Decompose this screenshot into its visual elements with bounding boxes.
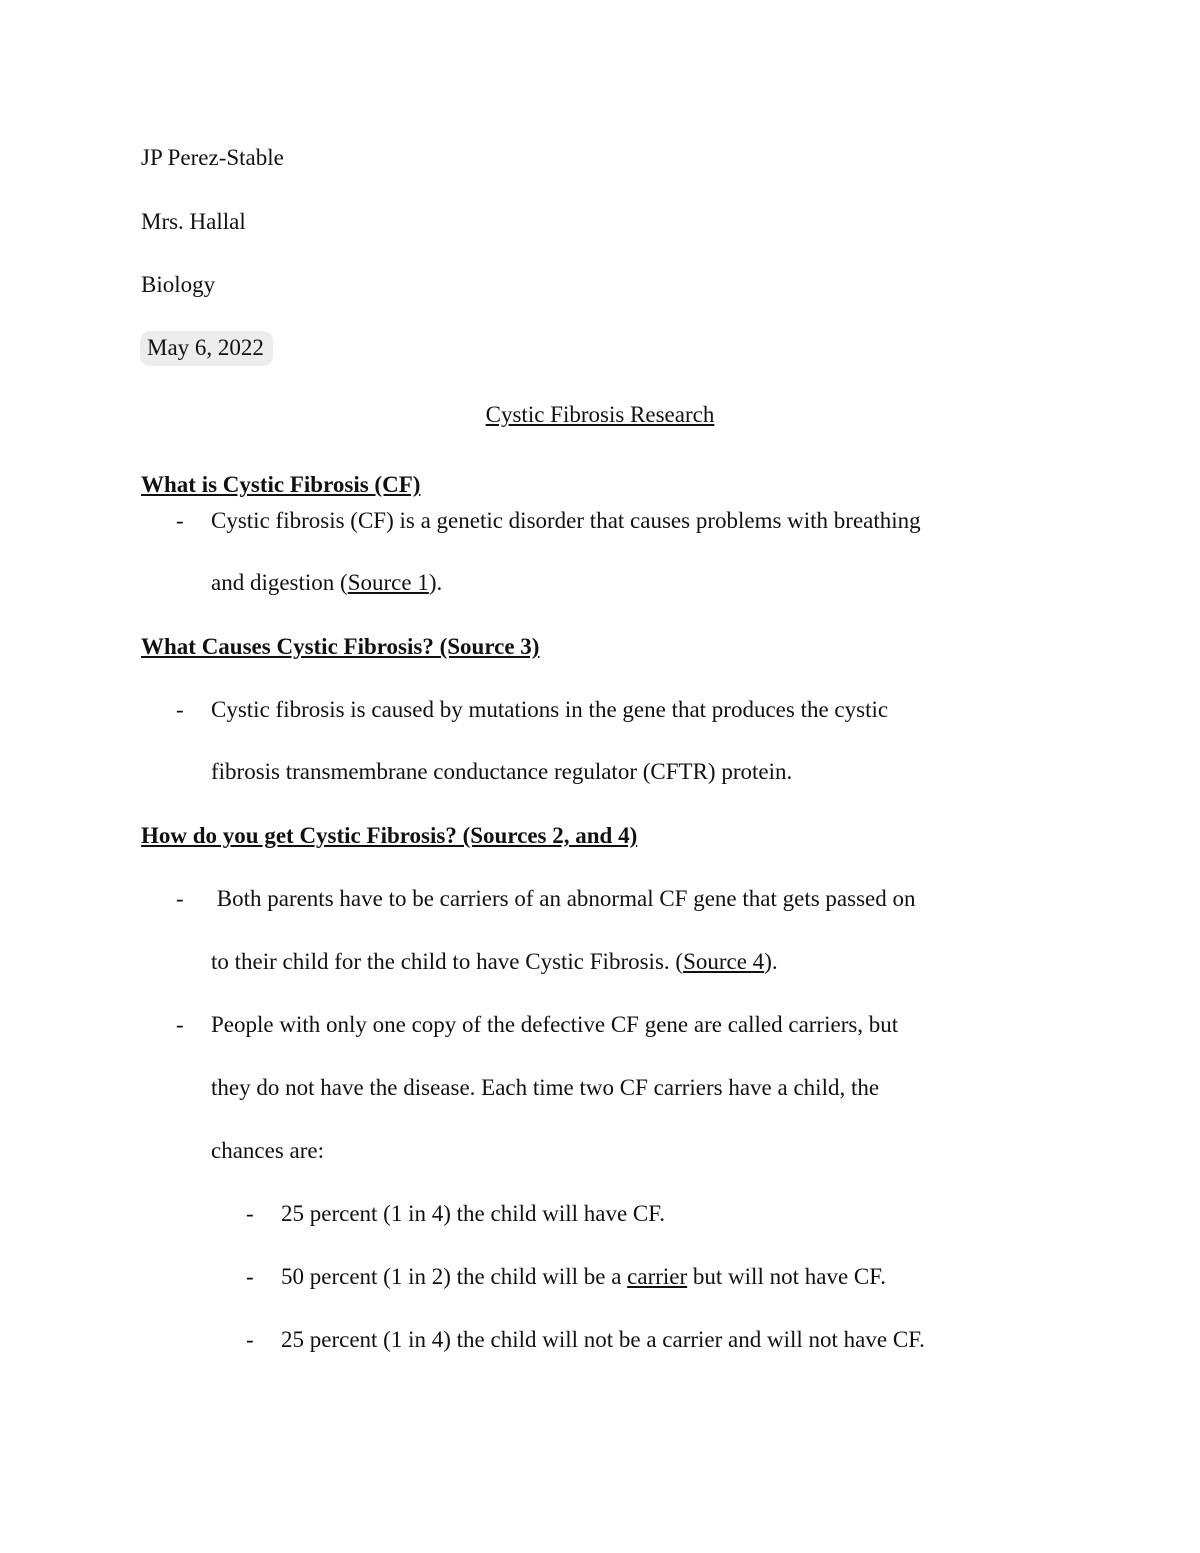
bullet-dash: - (176, 697, 184, 722)
text-run: and digestion ( (211, 570, 348, 595)
section3-bullet2-line1: People with only one copy of the defective CF gene are called carriers, but (211, 1012, 899, 1037)
document-title: Cystic Fibrosis Research (485, 402, 715, 427)
sub-bullet-dash: - (246, 1327, 254, 1352)
section1-bullet1-line2 (211, 570, 442, 596)
sub-bullet-dash: - (246, 1201, 254, 1226)
bullet-dash: - (176, 508, 184, 533)
text-run: to their child for the child to have Cystic Fibrosis. ( (211, 949, 684, 974)
section-heading-how-get-cf: How do you get Cystic Fibrosis? (Sources 2, and 4) (141, 823, 638, 848)
section3-bullet1-line1: Both parents have to be carriers of an abnormal CF gene that gets passed on (211, 886, 916, 911)
sub-bullet-dash: - (246, 1264, 254, 1289)
text-run: ). (428, 570, 443, 595)
carrier-link[interactable]: carrier (627, 1264, 688, 1289)
source-4-link[interactable]: Source 4 (683, 949, 765, 974)
section2-bullet1-line2: fibrosis transmembrane conductance regulator (CFTR) protein. (211, 759, 793, 784)
text-run: but will not have CF. (687, 1264, 886, 1289)
sub-bullet-25-not-carrier: 25 percent (1 in 4) the child will not be a carrier and will not have CF. (281, 1327, 925, 1352)
section3-bullet1-line2 (211, 949, 778, 975)
bullet-dash: - (176, 1012, 184, 1037)
text-run: 50 percent (1 in 2) the child will be a (281, 1264, 628, 1289)
section1-bullet1-line1: Cystic fibrosis (CF) is a genetic disorder that causes problems with breathing (211, 508, 921, 533)
teacher-name: Mrs. Hallal (141, 209, 246, 234)
section-heading-what-causes-cf: What Causes Cystic Fibrosis? (Source 3) (141, 634, 540, 659)
subject: Biology (141, 272, 216, 297)
bullet-dash: - (176, 886, 184, 911)
source-1-link[interactable]: Source 1 (347, 570, 429, 595)
section3-bullet2-line3: chances are: (211, 1138, 325, 1163)
section-heading-what-is-cf: What is Cystic Fibrosis (CF) (141, 472, 421, 497)
sub-bullet-50-carrier (281, 1264, 886, 1290)
date-chip[interactable]: May 6, 2022 (140, 331, 273, 366)
sub-bullet-25-have-cf: 25 percent (1 in 4) the child will have CF. (281, 1201, 665, 1226)
section3-bullet2-line2: they do not have the disease. Each time two CF carriers have a child, the (211, 1075, 880, 1100)
section2-bullet1-line1: Cystic fibrosis is caused by mutations in the gene that produces the cystic (211, 697, 889, 722)
author-name: JP Perez-Stable (141, 145, 284, 170)
text-run: ). (764, 949, 778, 974)
